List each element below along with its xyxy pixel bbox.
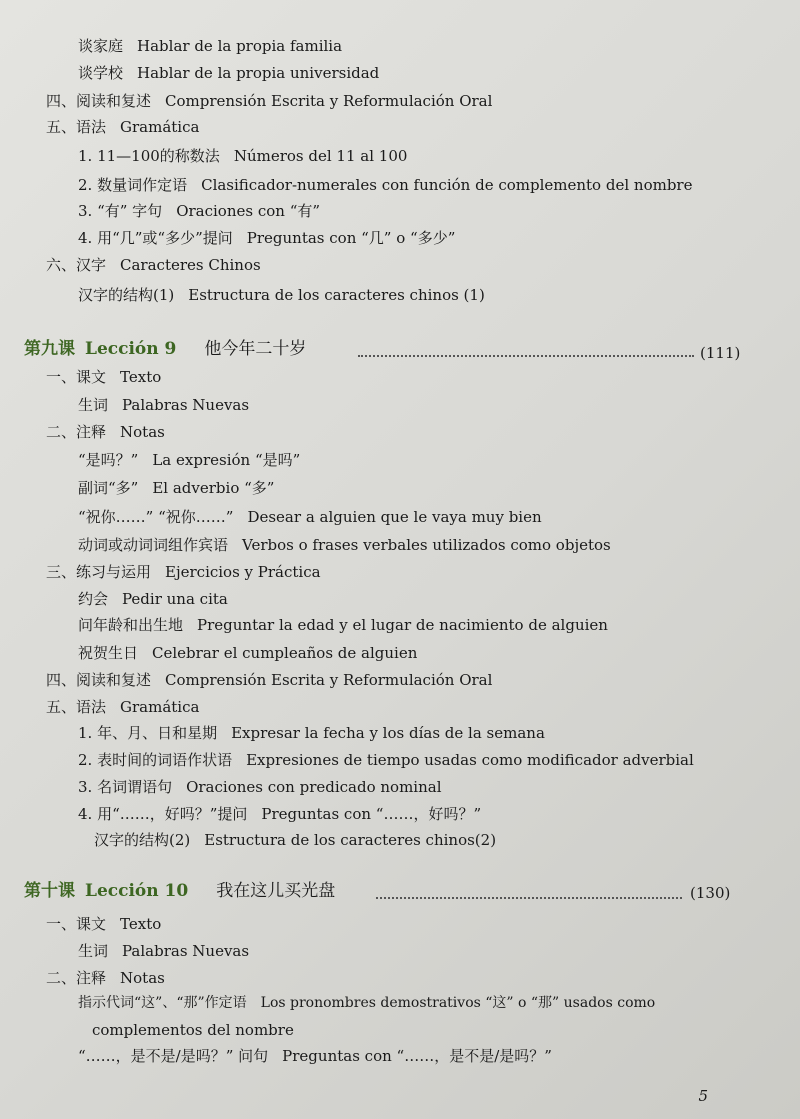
toc-zh: 2. 数量词作定语 xyxy=(78,176,188,194)
toc-zh: 4. 用“几”或“多少”提问 xyxy=(78,229,233,247)
toc-zh: 二、注释 xyxy=(46,969,107,987)
toc-zh: 2. 表时间的词语作状语 xyxy=(78,751,233,769)
toc-zh: 3. “有” 字句 xyxy=(78,202,163,220)
toc-zh: 祝贺生日 xyxy=(78,644,139,662)
toc-es: Preguntar la edad y el lugar de nacimiento de alguien xyxy=(197,616,608,634)
toc-line xyxy=(78,175,706,195)
toc-line xyxy=(78,1020,308,1040)
toc-es: Expresiones de tiempo usadas como modificador adverbial xyxy=(246,751,694,769)
toc-zh: 动词或动词词组作宾语 xyxy=(78,536,229,554)
toc-line xyxy=(78,1046,566,1066)
toc-line xyxy=(78,750,708,770)
toc-es: Preguntas con “……，好吗？” xyxy=(261,805,482,823)
toc-line xyxy=(78,63,393,83)
toc-es: Comprensión Escrita y Reformulación Oral xyxy=(165,92,493,110)
toc-es: Estructura de los caracteres chinos (1) xyxy=(188,286,485,304)
lesson-title: 他今年二十岁 xyxy=(204,339,307,359)
page-number: 5 xyxy=(698,1087,708,1105)
toc-zh: 约会 xyxy=(78,590,109,608)
toc-zh: “祝你……” “祝你……” xyxy=(78,508,234,526)
toc-zh: 汉字的结构(1) xyxy=(78,286,175,304)
lesson-label: Lección 9 xyxy=(85,339,177,359)
toc-es: Gramática xyxy=(120,118,200,136)
toc-line xyxy=(94,830,510,850)
toc-es: Preguntas con “……，是不是/是吗？” xyxy=(282,1047,552,1065)
toc-zh: 谈学校 xyxy=(78,64,124,82)
toc-line xyxy=(46,422,179,442)
toc-zh: 3. 名词谓语句 xyxy=(78,778,173,796)
toc-line xyxy=(46,91,506,111)
toc-line xyxy=(78,993,669,1013)
toc-line xyxy=(46,562,335,582)
toc-line xyxy=(46,697,213,717)
toc-line xyxy=(46,914,175,934)
toc-es: Desear a alguien que le vaya muy bien xyxy=(247,508,542,526)
dot-leader xyxy=(358,355,694,357)
toc-es: Notas xyxy=(120,969,165,987)
toc-zh: 问年龄和出生地 xyxy=(78,616,184,634)
toc-line xyxy=(78,777,456,797)
toc-zh: 4. 用“……，好吗？”提问 xyxy=(78,805,248,823)
toc-es: Texto xyxy=(120,368,162,386)
toc-zh: 五、语法 xyxy=(46,118,107,136)
toc-zh: 生词 xyxy=(78,396,109,414)
toc-zh: 二、注释 xyxy=(46,423,107,441)
toc-line xyxy=(78,507,556,527)
toc-es: Oraciones con “有” xyxy=(176,202,321,220)
toc-zh: 五、语法 xyxy=(46,698,107,716)
toc-zh: 四、阅读和复述 xyxy=(46,671,152,689)
toc-line xyxy=(78,723,559,743)
toc-zh: 六、汉字 xyxy=(46,256,107,274)
toc-es: Ejercicios y Práctica xyxy=(165,563,321,581)
toc-es: Texto xyxy=(120,915,162,933)
toc-zh: “是吗？” xyxy=(78,451,139,469)
toc-es: Gramática xyxy=(120,698,200,716)
lesson-9-heading[interactable] xyxy=(24,338,306,360)
toc-zh: 1. 11—100的称数法 xyxy=(78,147,220,165)
toc-line xyxy=(78,535,625,555)
toc-es: Números del 11 al 100 xyxy=(233,147,408,165)
page-reference: (130) xyxy=(690,884,731,902)
lesson-number: 第九课 xyxy=(24,339,75,359)
toc-line xyxy=(78,228,469,248)
toc-line xyxy=(78,478,288,498)
toc-line xyxy=(78,941,263,961)
toc-line xyxy=(78,146,421,166)
toc-es: Celebrar el cumpleaños de alguien xyxy=(152,644,418,662)
toc-es: Hablar de la propia familia xyxy=(137,37,343,55)
toc-es: Palabras Nuevas xyxy=(122,942,250,960)
lesson-number: 第十课 xyxy=(24,881,75,901)
toc-line xyxy=(78,615,622,635)
lesson-title: 我在这儿买光盘 xyxy=(216,881,336,901)
toc-line xyxy=(78,285,499,305)
toc-es: Expresar la fecha y los días de la semana xyxy=(231,724,545,742)
toc-line xyxy=(46,255,275,275)
toc-zh: 三、练习与运用 xyxy=(46,563,152,581)
toc-zh: 一、课文 xyxy=(46,915,107,933)
toc-es: Los pronombres demostrativos “这” o “那” usados como xyxy=(260,995,656,1011)
toc-zh: “……，是不是/是吗？” 问句 xyxy=(78,1047,269,1065)
toc-es: Preguntas con “几” o “多少” xyxy=(246,229,456,247)
toc-es: Comprensión Escrita y Reformulación Oral xyxy=(165,671,493,689)
toc-line xyxy=(78,643,431,663)
toc-zh: 谈家庭 xyxy=(78,37,124,55)
lesson-label: Lección 10 xyxy=(85,881,189,901)
toc-es: Hablar de la propia universidad xyxy=(137,64,380,82)
toc-es: Estructura de los caracteres chinos(2) xyxy=(204,831,497,849)
toc-es: Oraciones con predicado nominal xyxy=(186,778,442,796)
toc-es: El adverbio “多” xyxy=(152,479,275,497)
toc-es: complementos del nombre xyxy=(92,1021,294,1039)
toc-line xyxy=(78,201,334,221)
toc-zh: 指示代词“这”、“那”作定语 xyxy=(78,995,247,1011)
toc-line xyxy=(46,968,179,988)
toc-zh: 1. 年、月、日和星期 xyxy=(78,724,218,742)
toc-es: La expresión “是吗” xyxy=(152,451,301,469)
toc-es: Palabras Nuevas xyxy=(122,396,250,414)
toc-line xyxy=(78,36,356,56)
toc-line xyxy=(78,395,263,415)
toc-zh: 四、阅读和复述 xyxy=(46,92,152,110)
page-reference: (111) xyxy=(700,344,741,362)
lesson-10-heading[interactable] xyxy=(24,880,335,902)
toc-es: Notas xyxy=(120,423,165,441)
toc-line xyxy=(46,367,175,387)
toc-line xyxy=(78,804,495,824)
toc-es: Verbos o frases verbales utilizados como objetos xyxy=(242,536,611,554)
toc-zh: 汉字的结构(2) xyxy=(94,831,191,849)
dot-leader xyxy=(376,897,682,899)
toc-es: Pedir una cita xyxy=(122,590,228,608)
toc-zh: 一、课文 xyxy=(46,368,107,386)
toc-zh: 副词“多” xyxy=(78,479,139,497)
toc-line xyxy=(78,450,314,470)
toc-line xyxy=(46,117,213,137)
toc-es: Caracteres Chinos xyxy=(120,256,261,274)
toc-zh: 生词 xyxy=(78,942,109,960)
toc-es: Clasificador-numerales con función de complemento del nombre xyxy=(201,176,693,194)
toc-line xyxy=(46,670,506,690)
toc-line xyxy=(78,589,242,609)
